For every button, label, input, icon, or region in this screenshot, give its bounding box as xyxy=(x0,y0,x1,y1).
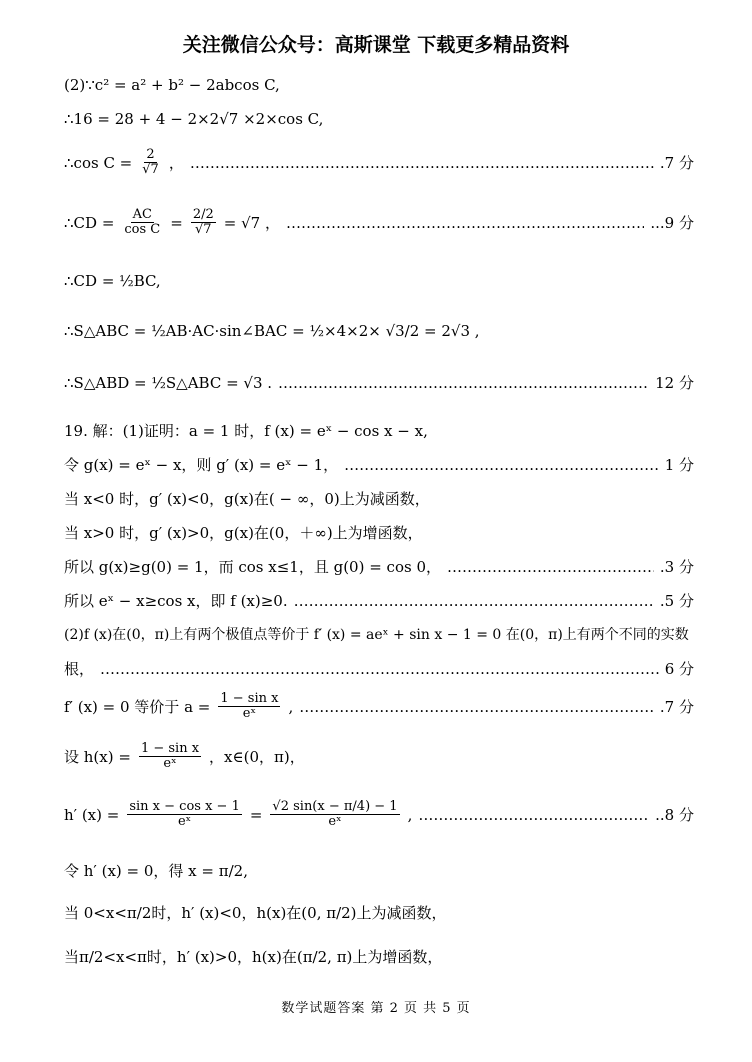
fraction-num: sin x − cos x − 1 xyxy=(129,799,240,814)
score-mark: .7 分 xyxy=(659,698,694,716)
leader-dots xyxy=(418,806,649,824)
score-mark: 6 分 xyxy=(664,660,694,678)
fraction xyxy=(139,742,201,771)
line-19: 令 h′ (x) = 0，得 x = π/2, xyxy=(64,862,248,880)
comma: ， xyxy=(168,154,184,172)
leader-dots xyxy=(299,698,654,716)
fraction-den: eˣ xyxy=(163,756,177,771)
fraction-num: 1 − sin x xyxy=(140,741,200,756)
line-13-text: 所以 eˣ − x≥cos x，即 f (x)≥0. xyxy=(64,592,288,610)
line-13 xyxy=(64,590,694,611)
fraction-den: √7 xyxy=(195,222,212,237)
line-17-post: ，x∈(0，π)， xyxy=(209,748,305,766)
fraction-num: 1 − sin x xyxy=(220,691,279,706)
line-9 xyxy=(64,454,694,475)
line-8: 19. 解：(1)证明：a = 1 时，f (x) = eˣ − cos x − x, xyxy=(64,422,428,440)
leader-dots xyxy=(286,214,644,232)
score-mark: 1 分 xyxy=(664,456,694,474)
line-3 xyxy=(64,148,694,177)
line-20: 当 0<x<π/2时，h′ (x)<0，h(x)在(0, π/2)上为减函数， xyxy=(64,904,447,922)
line-15 xyxy=(64,658,694,679)
fraction-num: 2 xyxy=(146,147,155,162)
fraction-den: eˣ xyxy=(242,706,256,721)
line-21: 当π/2<x<π时，h′ (x)>0，h(x)在(π/2, π)上为增函数， xyxy=(64,948,443,966)
fraction-num: 2/2 xyxy=(192,207,214,222)
line-1: (2)∵c² = a² + b² − 2abcos C, xyxy=(64,76,280,94)
line-16-pre: f′ (x) = 0 等价于 a = xyxy=(64,698,211,716)
line-17 xyxy=(64,742,694,771)
fraction xyxy=(122,208,162,237)
line-4 xyxy=(64,208,694,237)
fraction-den: eˣ xyxy=(177,814,192,829)
score-mark: 12 分 xyxy=(655,374,694,392)
line-10: 当 x<0 时，g′ (x)<0，g(x)在( − ∞，0)上为减函数， xyxy=(64,490,430,508)
line-16 xyxy=(64,692,694,721)
score-mark: .7 分 xyxy=(659,154,694,172)
leader-dots xyxy=(190,154,654,172)
line-14: (2)f (x)在(0，π)上有两个极值点等价于 f′ (x) = aeˣ + sin x − 1 = 0 在(0，π)上有两个不同的实数 xyxy=(64,627,689,643)
line-6: ∴S△ABC = ½AB·AC·sin∠BAC = ½×4×2× √3/2 = 2√3 , xyxy=(64,322,480,340)
fraction-den: cos C xyxy=(124,222,161,237)
comma: , xyxy=(407,805,413,824)
score-mark: .3 分 xyxy=(659,558,694,576)
line-15-text: 根， xyxy=(64,660,95,678)
header-banner: 关注微信公众号：高斯课堂 下载更多精品资料 xyxy=(182,34,570,56)
line-18-pre: h′ (x) = xyxy=(64,805,120,824)
line-11: 当 x>0 时，g′ (x)>0，g(x)在(0，＋∞)上为增函数， xyxy=(64,524,423,542)
equals: = xyxy=(170,213,183,232)
line-5: ∴CD = ½BC, xyxy=(64,272,161,290)
leader-dots xyxy=(294,592,654,610)
fraction xyxy=(140,148,161,177)
fraction-num: √2 sin(x − π/4) − 1 xyxy=(272,799,398,814)
fraction xyxy=(191,208,216,237)
equals: = xyxy=(249,805,263,824)
comma: , xyxy=(288,697,294,716)
fraction xyxy=(127,800,242,829)
line-18 xyxy=(64,800,694,829)
line-7-text: ∴S△ABD = ½S△ABC = √3 . xyxy=(64,373,273,392)
line-4-pre: ∴CD = xyxy=(64,213,115,232)
score-mark: .5 分 xyxy=(659,592,694,610)
page-footer: 数学试题答案 第 2 页 共 5 页 xyxy=(281,1001,471,1016)
score-mark: ...9 分 xyxy=(650,214,694,232)
fraction xyxy=(218,692,280,721)
fraction-num: AC xyxy=(132,207,152,222)
line-3-pre: ∴cos C = xyxy=(64,153,133,172)
line-2: ∴16 = 28 + 4 − 2×2√7 ×2×cos C, xyxy=(64,110,324,128)
leader-dots xyxy=(278,374,649,392)
score-mark: ..8 分 xyxy=(655,806,694,824)
line-9-text: 令 g(x) = eˣ − x，则 g′ (x) = eˣ − 1， xyxy=(64,456,339,474)
leader-dots xyxy=(100,660,659,678)
leader-dots xyxy=(447,558,654,576)
leader-dots xyxy=(344,456,659,474)
line-12 xyxy=(64,556,694,577)
line-12-text: 所以 g(x)≥g(0) = 1，而 cos x≤1，且 g(0) = cos 0， xyxy=(64,558,442,576)
line-4-rhs: = √7 ， xyxy=(223,214,280,232)
line-17-pre: 设 h(x) = xyxy=(64,748,131,766)
fraction xyxy=(270,800,399,829)
line-7 xyxy=(64,372,694,393)
fraction-den: eˣ xyxy=(328,814,342,829)
fraction-den: √7 xyxy=(142,162,159,177)
